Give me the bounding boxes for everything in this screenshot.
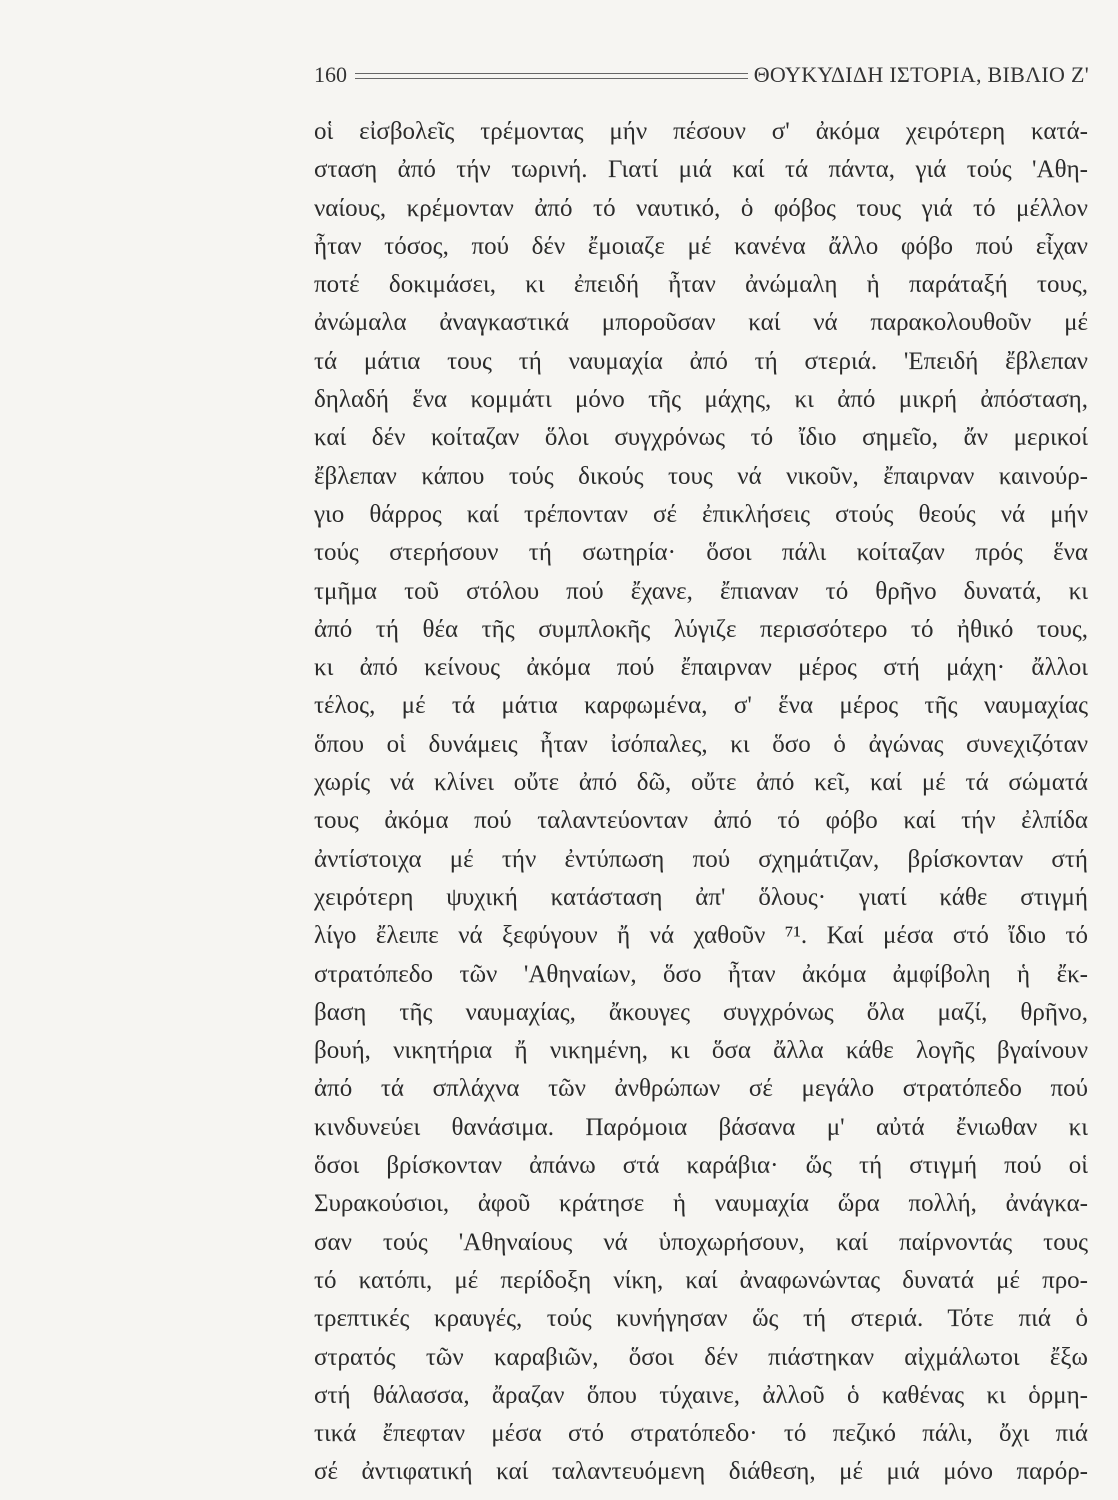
page-header <box>314 58 1089 92</box>
text-line: τμῆμα τοῦ στόλου πού ἔχανε, ἔπιαναν τό θρῆνο δυνατά, κι <box>314 577 1088 605</box>
text-line: σταση ἀπό τήν τωρινή. Γιατί μιά καί τά πάντα, γιά τούς 'Αθη- <box>314 156 1088 184</box>
text-line: τέλος, μέ τά μάτια καρφωμένα, σ' ἕνα μέρος τῆς ναυμαχίας <box>314 692 1088 720</box>
header-rule <box>355 73 748 79</box>
text-line: χωρίς νά κλίνει οὔτε ἀπό δῶ, οὔτε ἀπό κεῖ, καί μέ τά σώματά <box>314 769 1088 797</box>
text-line: ναίους, κρέμονταν ἀπό τό ναυτικό, ὁ φόβος τους γιά τό μέλλον <box>314 194 1088 222</box>
text-line: ὅπου οἱ δυνάμεις ἦταν ἰσόπαλες, κι ὅσο ὁ ἀγώνας συνεχιζόταν <box>314 730 1088 758</box>
text-line: ποτέ δοκιμάσει, κι ἐπειδή ἦταν ἀνώμαλη ἡ παράταξή τους, <box>314 271 1088 299</box>
text-line: τικά ἔπεφταν μέσα στό στρατόπεδο· τό πεζικό πάλι, ὄχι πιά <box>314 1420 1088 1448</box>
text-line: ἀντίστοιχα μέ τήν ἐντύπωση πού σχημάτιζαν, βρίσκονταν στή <box>314 845 1088 873</box>
text-line: οἱ εἰσβολεῖς τρέμοντας μήν πέσουν σ' ἀκόμα χειρότερη κατά- <box>314 118 1088 145</box>
text-line: στρατός τῶν καραβιῶν, ὅσοι δέν πιάστηκαν αἰχμάλωτοι ἔξω <box>314 1343 1088 1371</box>
text-line: σαν τούς 'Αθηναίους νά ὑποχωρήσουν, καί παίρνοντάς τους <box>314 1228 1088 1256</box>
text-line: Συρακούσιοι, ἀφοῦ κράτησε ἡ ναυμαχία ὥρα πολλή, ἀνάγκα- <box>314 1190 1088 1218</box>
text-line: τούς στερήσουν τή σωτηρία· ὅσοι πάλι κοίταζαν πρός ἕνα <box>314 539 1088 567</box>
text-line: ἀπό τή θέα τῆς συμπλοκῆς λύγιζε περισσότερο τό ἠθικό τους, <box>314 615 1088 643</box>
text-line: ἀπό τά σπλάχνα τῶν ἀνθρώπων σέ μεγάλο στρατόπεδο πού <box>314 1075 1088 1103</box>
text-line: ἀνώμαλα ἀναγκαστικά μποροῦσαν καί νά παρακολουθοῦν μέ <box>314 309 1088 337</box>
text-line: τό κατόπι, μέ περίδοξη νίκη, καί ἀναφωνώντας δυνατά μέ προ- <box>314 1266 1088 1294</box>
text-line: στρατόπεδο τῶν 'Αθηναίων, ὅσο ἦταν ἀκόμα ἀμφίβολη ἡ ἔκ- <box>314 960 1088 988</box>
text-line: ὅσοι βρίσκονταν ἀπάνω στά καράβια· ὥς τή στιγμή πού οἱ <box>314 1152 1088 1180</box>
text-line: κινδυνεύει θανάσιμα. Παρόμοια βάσανα μ' αὐτά ἔνιωθαν κι <box>314 1113 1088 1141</box>
text-line: τά μάτια τους τή ναυμαχία ἀπό τή στεριά. 'Επειδή ἔβλεπαν <box>314 347 1088 375</box>
text-line: ἔβλεπαν κάπου τούς δικούς τους νά νικοῦν, ἔπαιρναν καινούρ- <box>314 462 1088 490</box>
text-line: καί δέν κοίταζαν ὅλοι συγχρόνως τό ἴδιο σημεῖο, ἄν μερικοί <box>314 424 1088 452</box>
text-line: κι ἀπό κείνους ἀκόμα πού ἔπαιρναν μέρος στή μάχη· ἄλλοι <box>314 654 1088 682</box>
text-line: ἦταν τόσος, πού δέν ἔμοιαζε μέ κανένα ἄλλο φόβο πού εἶχαν <box>314 232 1088 260</box>
text-line: σέ ἀντιφατική καί ταλαντευόμενη διάθεση, μέ μιά μόνο παρόρ- <box>314 1458 1088 1486</box>
text-line: γιο θάρρος καί τρέπονταν σέ ἐπικλήσεις στούς θεούς νά μήν <box>314 500 1088 528</box>
text-line: τους ἀκόμα πού ταλαντεύονταν ἀπό τό φόβο καί τήν ἐλπίδα <box>314 807 1088 835</box>
text-line: λίγο ἔλειπε νά ξεφύγουν ἤ νά χαθοῦν ⁷¹. Καί μέσα στό ἴδιο τό <box>314 922 1088 950</box>
body-text <box>314 113 1088 1486</box>
page-number: 160 <box>314 62 347 87</box>
text-line: βουή, νικητήρια ἤ νικημένη, κι ὅσα ἄλλα κάθε λογῆς βγαίνουν <box>314 1037 1088 1065</box>
text-line: στή θάλασσα, ἄραζαν ὅπου τύχαινε, ἀλλοῦ ὁ καθένας κι ὁρμη- <box>314 1381 1088 1409</box>
text-line: δηλαδή ἕνα κομμάτι μόνο τῆς μάχης, κι ἀπό μικρή ἀπόσταση, <box>314 386 1088 414</box>
text-line: τρεπτικές κραυγές, τούς κυνήγησαν ὥς τή στεριά. Τότε πιά ὁ <box>314 1305 1088 1333</box>
text-line: χειρότερη ψυχική κατάσταση ἀπ' ὅλους· γιατί κάθε στιγμή <box>314 883 1088 911</box>
running-title: ΘΟΥΚΥΔΙΔΗ ΙΣΤΟΡΙΑ, ΒΙΒΛΙΟ Ζ' <box>753 62 1089 87</box>
text-line: βαση τῆς ναυμαχίας, ἄκουγες συγχρόνως ὅλα μαζί, θρῆνο, <box>314 998 1088 1026</box>
